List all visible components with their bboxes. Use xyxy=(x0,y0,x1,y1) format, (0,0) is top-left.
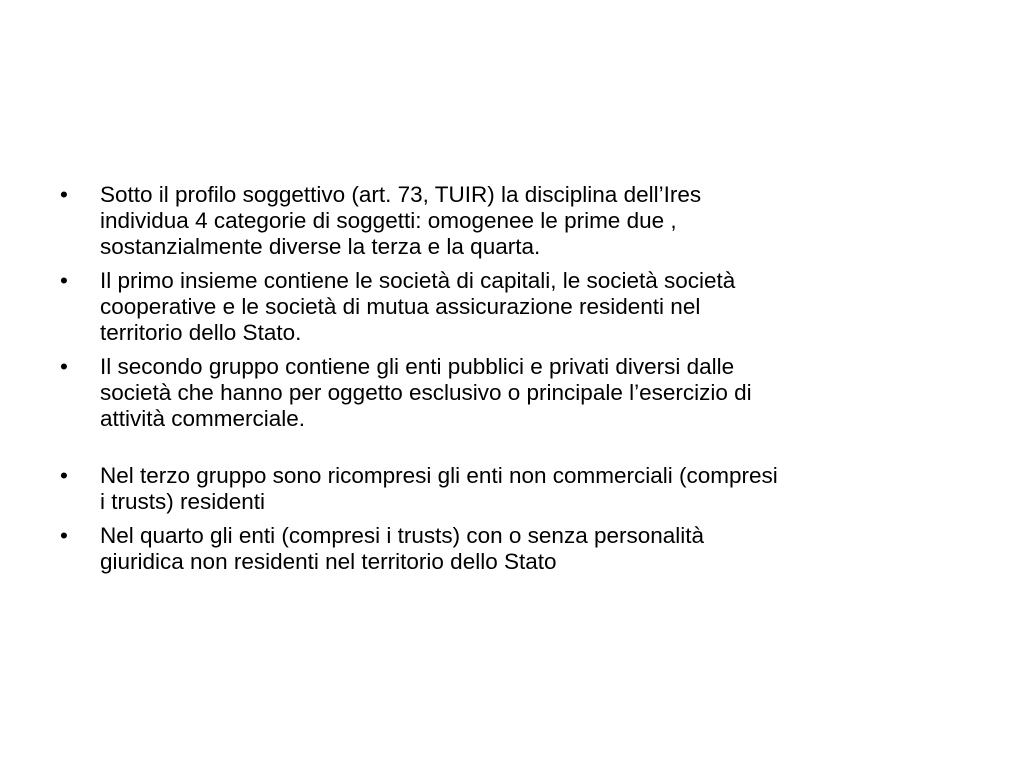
bullet-item-taxable-subjects xyxy=(60,182,972,260)
bullet-text-line: società che hanno per oggetto esclusivo o principale l’esercizio di xyxy=(100,380,752,405)
bullet-dot-icon: • xyxy=(60,268,68,293)
bullet-dot-icon: • xyxy=(60,354,68,379)
bullet-item-fourth-group xyxy=(60,523,972,575)
bullet-text-line: Il primo insieme contiene le società di capitali, le società società xyxy=(100,268,736,293)
bullet-text-line: sostanzialmente diverse la terza e la quarta. xyxy=(100,234,541,259)
bullet-dot-icon: • xyxy=(60,523,68,548)
bullet-dot-icon: • xyxy=(60,182,68,207)
bullet-text-line: Nel terzo gruppo sono ricompresi gli enti non commerciali (compresi xyxy=(100,463,778,488)
bullet-text-line: giuridica non residenti nel territorio dello Stato xyxy=(100,549,557,574)
bullet-item-first-group xyxy=(60,268,972,346)
bullet-text-line: individua 4 categorie di soggetti: omogenee le prime due , xyxy=(100,208,677,233)
bullet-text-line: cooperative e le società di mutua assicurazione residenti nel xyxy=(100,294,701,319)
bullet-text-line: attività commerciale. xyxy=(100,406,306,431)
bullet-text-line: i trusts) residenti xyxy=(100,489,266,514)
bullet-item-third-group xyxy=(60,463,972,515)
bullet-text-line: territorio dello Stato. xyxy=(100,320,302,345)
bullet-list xyxy=(60,182,972,583)
bullet-text-line: Nel quarto gli enti (compresi i trusts) con o senza personalità xyxy=(100,523,705,548)
bullet-text-line: Sotto il profilo soggettivo (art. 73, TUIR) la disciplina dell’Ires xyxy=(100,182,702,207)
bullet-text-line: Il secondo gruppo contiene gli enti pubblici e privati diversi dalle xyxy=(100,354,735,379)
bullet-dot-icon: • xyxy=(60,463,68,488)
bullet-item-second-group xyxy=(60,354,972,432)
